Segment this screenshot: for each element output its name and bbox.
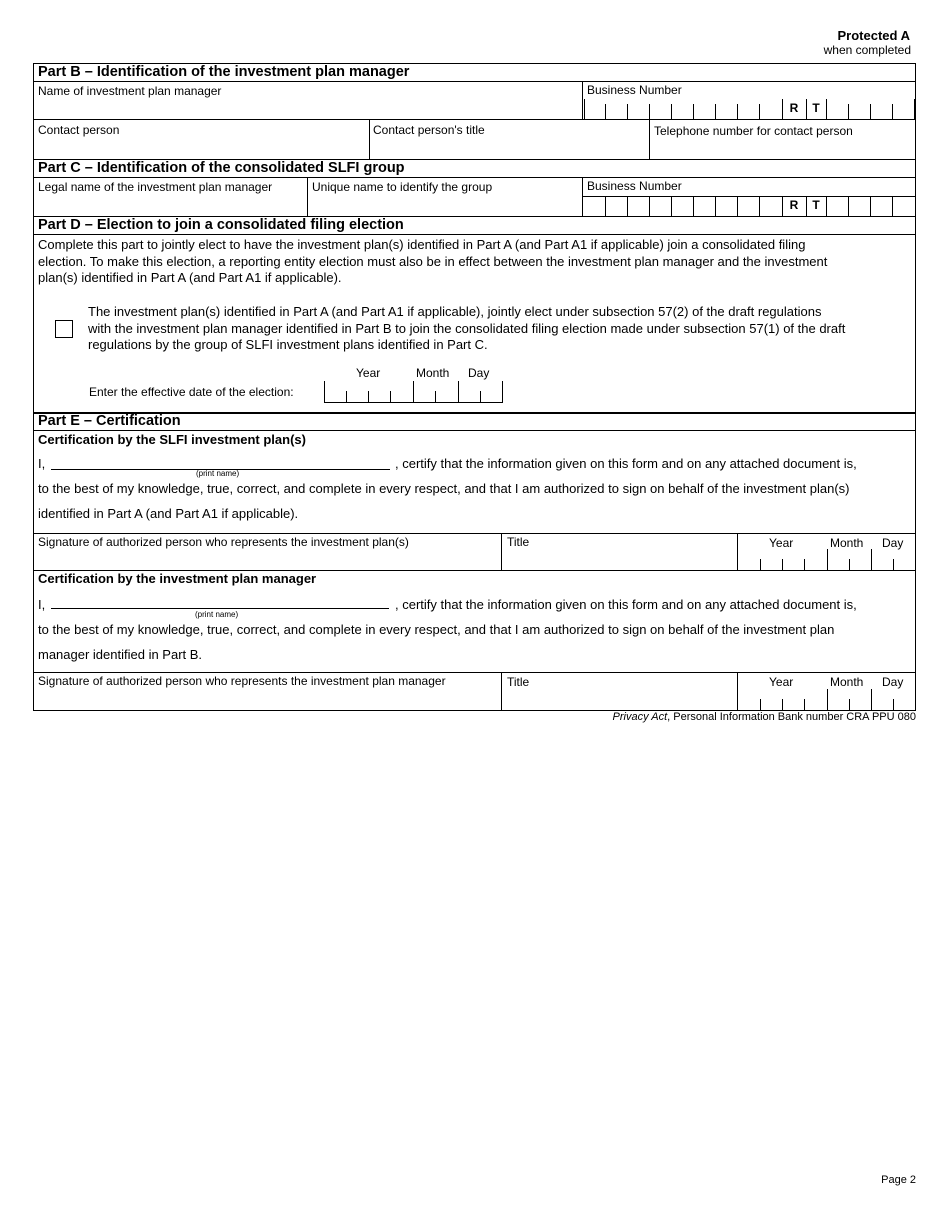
when-completed-label: when completed [823,43,911,57]
plan-title-label: Title [507,535,530,549]
part-c-rt-r: R [789,198,799,212]
part-b-business-number-field[interactable] [583,97,916,119]
page-number: Page 2 [881,1174,916,1186]
privacy-notice: Privacy Act, Personal Information Bank number CRA PPU 080 [612,711,916,723]
part-c-business-number-field[interactable] [583,197,916,216]
telephone-field[interactable] [654,138,913,158]
election-statement: The investment plan(s) identified in Part A (and Part A1 if applicable), jointly elect under subsection 57(2) of the draft regulations with the investment plan manager identified in Part B to join the consolidated filing election made under subsection 57(1) of the draft regulations by the group of SLFI investment plans identified in Part C. [88,304,846,352]
part-b-business-number-label: Business Number [587,83,682,97]
manager-title-label: Title [507,675,530,689]
telephone-label: Telephone number for contact person [654,124,853,138]
effective-date-day-label: Day [468,366,490,380]
contact-person-field[interactable] [38,138,366,158]
investment-plan-manager-name-field[interactable] [38,97,581,118]
manager-title-field[interactable] [507,689,734,708]
part-e-heading: Part E – Certification [33,412,916,431]
plan-print-name-field[interactable] [51,452,390,468]
plan-certify-text: , certify that the information given on this form and on any attached document is, [395,456,857,471]
plan-cert-i: I, [38,456,46,471]
plan-cert-line-2: to the best of my knowledge, true, correct, and complete in every respect, and that I am authorized to sign on behalf of the investment plan(s) [38,481,850,496]
plan-cert-line-3: identified in Part A (and Part A1 if applicable). [38,506,299,521]
unique-group-name-field[interactable] [312,195,579,215]
manager-cert-i: I, [38,597,46,612]
effective-date-year-label: Year [356,366,381,380]
plan-title-field[interactable] [507,549,734,568]
election-checkbox[interactable] [55,320,73,338]
manager-date-day-label: Day [882,675,904,689]
investment-plan-manager-name-label: Name of investment plan manager [38,84,222,98]
part-d-intro: Complete this part to jointly elect to have the investment plan(s) identified in Part A (and Part A1 if applicable) join a consolidated filing election. To make this election, a reporting entity election must also be in effect between the investment plan manager and the investment plan(s) identified in Part A (and Part A1 if applicable). [38,237,828,285]
manager-cert-line-3: manager identified in Part B. [38,647,203,662]
part-c-business-number-label: Business Number [587,179,682,193]
manager-date-month-label: Month [830,675,864,689]
part-b-heading: Part B – Identification of the investment plan manager [33,63,916,82]
plan-print-name-caption: (print name) [196,469,240,478]
part-b-rt-t: T [812,101,820,115]
manager-date-year-label: Year [769,675,794,689]
plan-date-day-label: Day [882,536,904,550]
contact-person-label: Contact person [38,123,120,137]
manager-certify-text: , certify that the information given on this form and on any attached document is, [395,597,857,612]
plan-date-month-label: Month [830,536,864,550]
manager-print-name-caption: (print name) [195,610,239,619]
part-c-rt-t: T [812,198,820,212]
manager-signature-label: Signature of authorized person who represents the investment plan manager [38,674,446,688]
effective-date-label: Enter the effective date of the election: [89,385,294,399]
legal-name-field[interactable] [38,195,304,215]
unique-group-name-label: Unique name to identify the group [312,180,493,194]
plan-signature-field[interactable] [38,549,498,568]
contact-person-title-field[interactable] [373,138,646,158]
manager-print-name-field[interactable] [51,592,389,607]
plan-signature-label: Signature of authorized person who represents the investment plan(s) [38,535,409,549]
contact-person-title-label: Contact person's title [373,123,485,137]
manager-cert-line-2: to the best of my knowledge, true, correct, and complete in every respect, and that I am authorized to sign on behalf of the investment plan [38,622,835,637]
part-d-heading: Part D – Election to join a consolidated filing election [33,216,916,235]
protected-a-label: Protected A [837,28,910,43]
part-c-heading: Part C – Identification of the consolidated SLFI group [33,159,916,178]
plan-certification-heading: Certification by the SLFI investment plan(s) [38,432,306,447]
legal-name-label: Legal name of the investment plan manager [38,180,273,194]
effective-date-month-label: Month [416,366,450,380]
part-b-rt-r: R [789,101,799,115]
plan-date-year-label: Year [769,536,794,550]
manager-certification-heading: Certification by the investment plan manager [38,571,317,586]
manager-signature-field[interactable] [38,689,498,708]
